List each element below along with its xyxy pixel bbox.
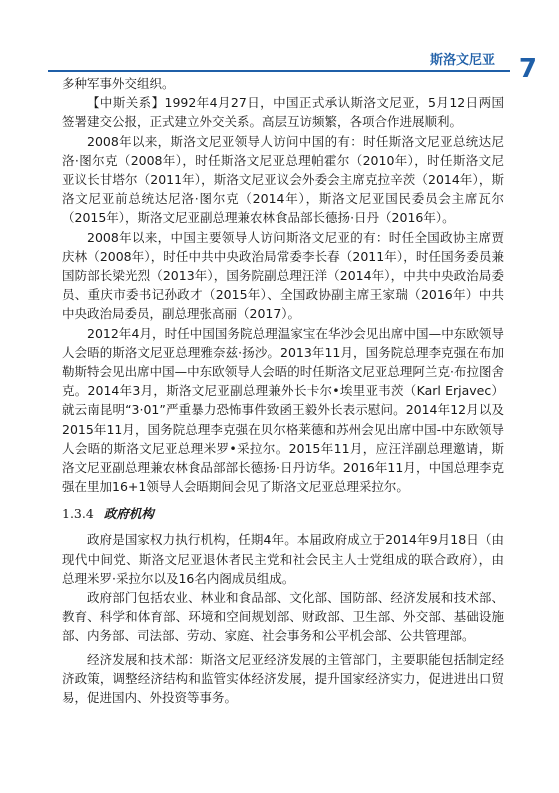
section-heading [62,504,504,523]
paragraph-sino-slovenian-relations: 【中斯关系】1992年4月27日，中国正式承认斯洛文尼亚，5月12日两国签署建交公报，正式建立外交关系。高层互访频繁，各项合作进展顺利。 [62,95,504,130]
page-number: 7 [518,54,537,84]
paragraph-economic-ministry: 经济发展和技术部：斯洛文尼亚经济发展的主管部门，主要职能包括制定经济政策，调整经济结构和监管实体经济发展，提升国家经济实力，促进进出口贸易，促进国内、外投资等事务。 [62,651,504,706]
paragraph-government-departments: 政府部门包括农业、林业和食品部、文化部、国防部、经济发展和技术部、教育、科学和体育部、环境和空间规划部、财政部、卫生部、外交部、基础设施部、内务部、司法部、劳动、家庭、社会事务和公平机会部、公共管理部。 [62,590,504,644]
paragraph-government-overview: 政府是国家权力执行机构，任期4年。本届政府成立于2014年9月18日（由现代中间党、斯洛文尼亚退休者民主党和社会民主人士党组成的联合政府），由总理米罗·采拉尔以及16名内阁成员组成。 [62,532,504,586]
section-number: 1.3.4 [62,506,94,522]
page-body [62,74,504,707]
section-title: 政府机构 [103,506,154,522]
paragraph-chinese-visits: 2008年以来，中国主要领导人访问斯洛文尼亚的有：时任全国政协主席贾庆林（2008年），时任中共中央政治局常委李长春（2011年），时任国务委员兼国防部长梁光烈（2013年），国务院副总理汪洋（2014年），中共中央政治局委员、重庆市委书记孙政才（2015年）、全国政协副主席王家瑞（2016年）中共中央政治局委员，副总理张高丽（2017）。 [62,229,504,322]
header-rule [48,70,510,72]
paragraph-meetings: 2012年4月，时任中国国务院总理温家宝在华沙会见出席中国—中东欧领导人会晤的斯洛文尼亚总理雅奈兹·扬沙。2013年11月，国务院总理李克强在布加勒斯特会见出席中国—中东欧领导人会晤的时任斯洛文尼亚总理阿兰克·布拉图舍克。2014年3月，斯洛文尼亚副总理兼外长卡尔•埃里亚韦茨（Karl Erjavec）就云南昆明“3·01”严重暴力恐怖事件致函王毅外长表示慰问。2014年12月以及2015年11月，国务院总理李克强在贝尔格莱德和苏州会见出席中国-中东欧领导人会晤的斯洛文尼亚总理米罗•采拉尔。2015年11月，应汪洋副总理邀请，斯洛文尼亚副总理兼农林食品部部长德扬·日丹访华。2016年11月，中国总理李克强在里加16+1领导人会晤期间会见了斯洛文尼亚总理采拉尔。 [62,325,504,495]
paragraph-slovenian-visits: 2008年以来，斯洛文尼亚领导人访问中国的有：时任斯洛文尼亚总统达尼洛·图尔克（2008年），时任斯洛文尼亚总理帕霍尔（2010年），时任斯洛文尼亚议长甘塔尔（2011年），斯洛文尼亚议会外委会主席克拉辛茨（2014年），斯洛文尼亚前总统达尼洛·图尔克（2014年），斯洛文尼亚国民委员会主席瓦尔（2015年），斯洛文尼亚副总理兼农林食品部长德扬·日丹（2016年）。 [62,133,504,226]
running-header-title: 斯洛文尼亚 [429,53,495,68]
paragraph-continuation: 多种军事外交组织。 [62,76,175,91]
